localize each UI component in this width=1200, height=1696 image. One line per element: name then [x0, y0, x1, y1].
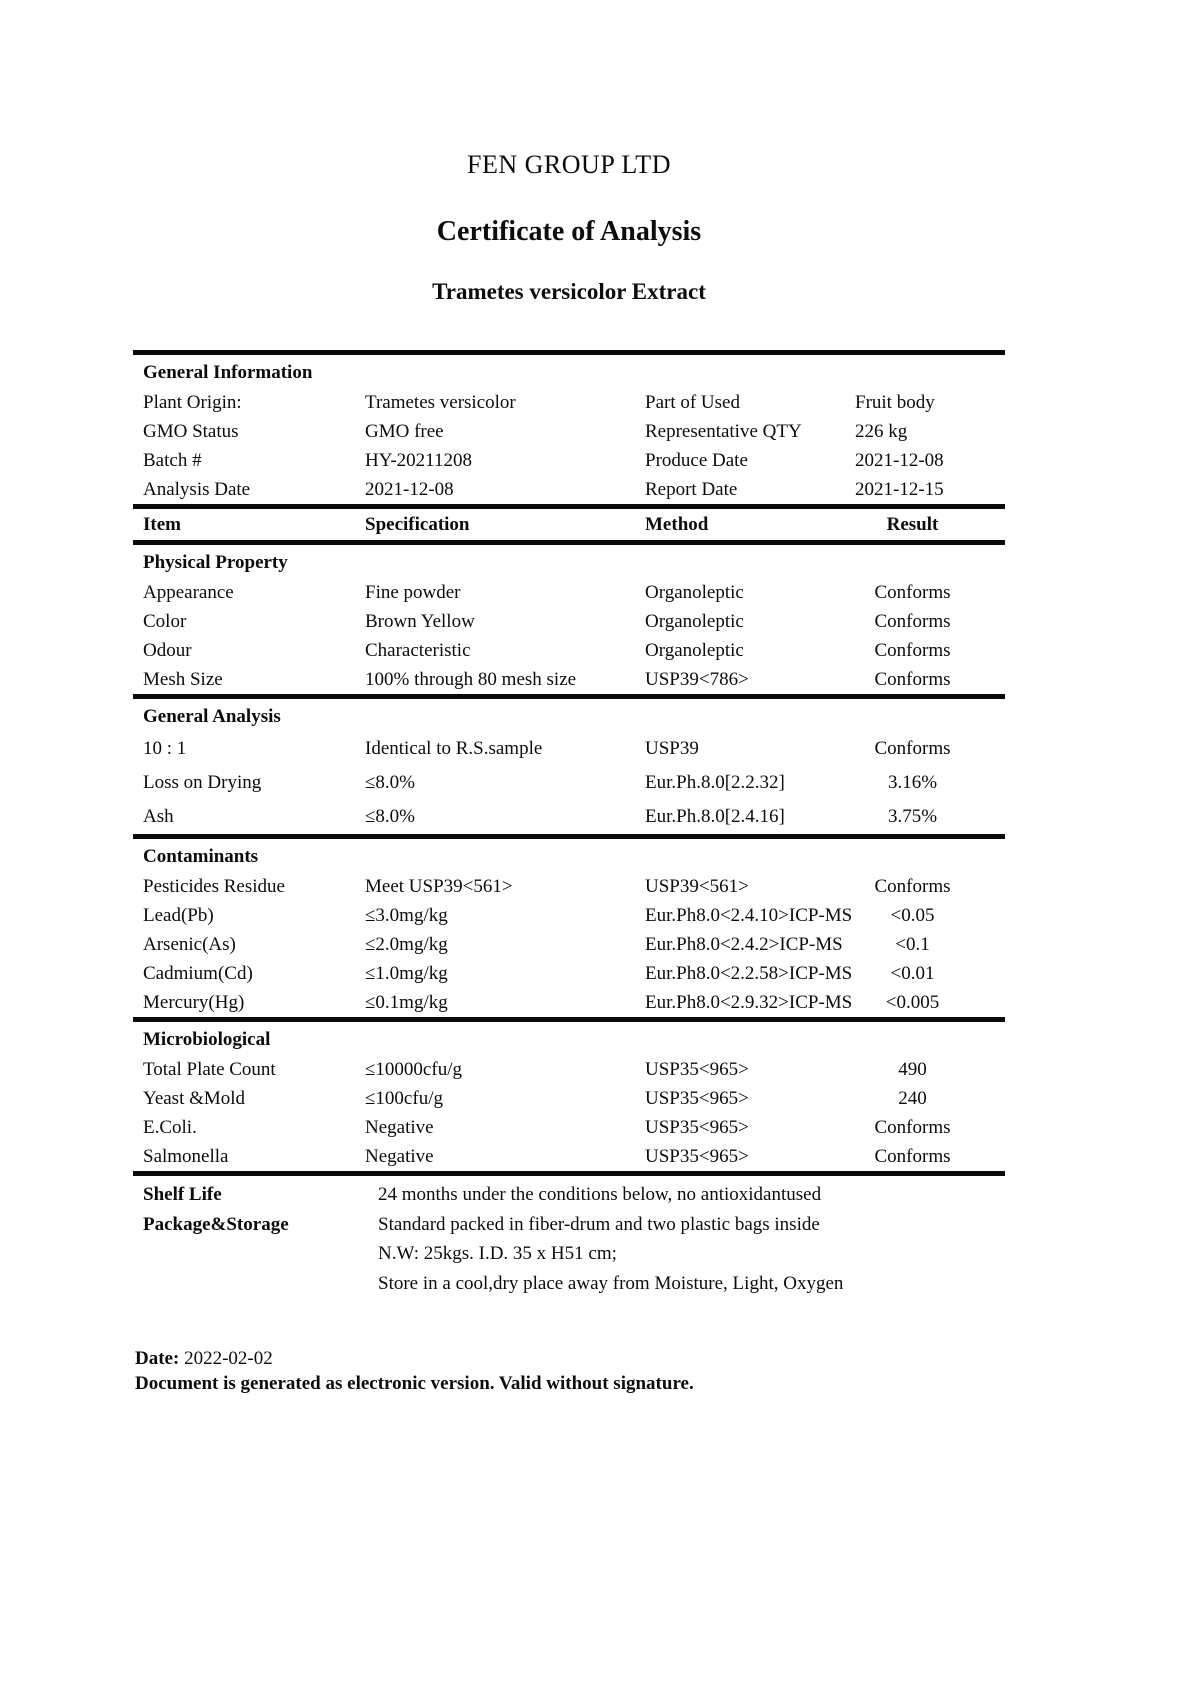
- item-cell: 10 : 1: [143, 738, 187, 759]
- result-cell: Conforms: [874, 876, 951, 897]
- result-cell: <0.1: [895, 934, 930, 955]
- info-value: 2021-12-08: [365, 479, 454, 500]
- item-cell: Yeast &Mold: [143, 1088, 246, 1109]
- item-cell: Salmonella: [143, 1146, 229, 1167]
- spec-cell: ≤100cfu/g: [365, 1088, 443, 1109]
- method-cell: USP39<561>: [645, 876, 749, 897]
- column-header-specification: Specification: [365, 514, 470, 535]
- method-cell: USP35<965>: [645, 1088, 749, 1109]
- item-cell: Lead(Pb): [143, 905, 214, 926]
- spec-cell: ≤8.0%: [365, 806, 416, 827]
- shelf-life-label: Shelf Life: [143, 1184, 222, 1205]
- spec-cell: ≤8.0%: [365, 772, 416, 793]
- general-analysis-grid: [133, 732, 1005, 834]
- method-cell: Eur.Ph8.0<2.4.10>ICP-MS: [645, 905, 853, 926]
- info-value: 2021-12-08: [855, 450, 944, 471]
- package-storage-value: Standard packed in fiber-drum and two plastic bags inside: [378, 1213, 820, 1235]
- spec-cell: ≤2.0mg/kg: [365, 934, 448, 955]
- item-cell: Cadmium(Cd): [143, 963, 253, 984]
- item-cell: Loss on Drying: [143, 772, 262, 793]
- info-value: 226 kg: [855, 421, 908, 442]
- result-cell: Conforms: [874, 669, 951, 690]
- item-cell: Ash: [143, 806, 174, 827]
- info-label: Analysis Date: [143, 479, 251, 500]
- general-information-grid: [133, 388, 1005, 504]
- spec-cell: ≤10000cfu/g: [365, 1059, 462, 1080]
- item-cell: Total Plate Count: [143, 1059, 276, 1080]
- info-value: Trametes versicolor: [365, 392, 516, 413]
- section-title-microbiological: Microbiological: [143, 1029, 271, 1050]
- result-cell: 240: [898, 1088, 927, 1109]
- package-storage-label: Package&Storage: [143, 1213, 289, 1235]
- column-header-method: Method: [645, 514, 709, 535]
- company-name: FEN GROUP LTD: [467, 150, 671, 179]
- item-cell: Mercury(Hg): [143, 992, 245, 1013]
- spec-cell: ≤1.0mg/kg: [365, 963, 448, 984]
- package-storage-value: N.W: 25kgs. I.D. 35 x H51 cm;: [378, 1243, 617, 1264]
- validity-note: Document is generated as electronic version. Valid without signature.: [135, 1373, 694, 1394]
- method-cell: Eur.Ph.8.0[2.2.32]: [645, 772, 785, 793]
- storage-block: [133, 1176, 1005, 1304]
- result-cell: Conforms: [874, 1117, 951, 1138]
- item-cell: Color: [143, 611, 187, 632]
- result-cell: Conforms: [874, 582, 951, 603]
- footer-block: [135, 1346, 1200, 1396]
- method-cell: Organoleptic: [645, 582, 744, 603]
- info-label: Batch #: [143, 450, 202, 471]
- item-cell: Appearance: [143, 582, 234, 603]
- item-cell: E.Coli.: [143, 1117, 197, 1138]
- result-cell: 3.75%: [887, 806, 938, 827]
- date-line: [135, 1346, 1200, 1371]
- result-cell: 3.16%: [887, 772, 938, 793]
- column-header-item: Item: [143, 514, 181, 535]
- date-value: 2022-02-02: [184, 1348, 273, 1369]
- item-cell: Arsenic(As): [143, 934, 236, 955]
- info-value: GMO free: [365, 421, 444, 442]
- method-cell: Eur.Ph8.0<2.2.58>ICP-MS: [645, 963, 853, 984]
- item-cell: Pesticides Residue: [143, 876, 285, 897]
- result-cell: Conforms: [874, 640, 951, 661]
- date-label: Date:: [135, 1348, 180, 1369]
- info-label: Representative QTY: [645, 421, 802, 442]
- info-label: Report Date: [645, 479, 738, 500]
- result-cell: 490: [898, 1059, 927, 1080]
- info-value: Fruit body: [855, 392, 935, 413]
- method-cell: Organoleptic: [645, 640, 744, 661]
- shelf-life-value: 24 months under the conditions below, no antioxidantused: [378, 1184, 822, 1205]
- info-label: Part of Used: [645, 392, 740, 413]
- column-header-result: Result: [886, 514, 939, 535]
- method-cell: Eur.Ph8.0<2.4.2>ICP-MS: [645, 934, 843, 955]
- method-cell: USP35<965>: [645, 1059, 749, 1080]
- info-value: 2021-12-15: [855, 479, 944, 500]
- section-title-contaminants: Contaminants: [143, 846, 259, 867]
- spec-cell: ≤3.0mg/kg: [365, 905, 448, 926]
- result-cell: <0.01: [890, 963, 935, 984]
- info-label: Plant Origin:: [143, 392, 242, 413]
- table-header-row: [133, 509, 1005, 540]
- info-value: HY-20211208: [365, 450, 472, 471]
- section-title-physical-property: Physical Property: [143, 552, 288, 573]
- microbiological-grid: [133, 1055, 1005, 1171]
- method-cell: Organoleptic: [645, 611, 744, 632]
- result-cell: Conforms: [874, 1146, 951, 1167]
- spec-cell: ≤0.1mg/kg: [365, 992, 448, 1013]
- method-cell: USP35<965>: [645, 1146, 749, 1167]
- spec-cell: Meet USP39<561>: [365, 876, 513, 897]
- spec-cell: 100% through 80 mesh size: [365, 669, 577, 690]
- analysis-table: [133, 350, 1005, 1304]
- method-cell: USP39<786>: [645, 669, 749, 690]
- spec-cell: Identical to R.S.sample: [365, 738, 543, 759]
- document-title: Certificate of Analysis: [436, 216, 702, 247]
- spec-cell: Fine powder: [365, 582, 461, 603]
- contaminants-grid: [133, 872, 1005, 1017]
- item-cell: Odour: [143, 640, 192, 661]
- result-cell: Conforms: [874, 611, 951, 632]
- result-cell: Conforms: [874, 738, 951, 759]
- physical-property-grid: [133, 578, 1005, 694]
- spec-cell: Negative: [365, 1146, 434, 1167]
- method-cell: USP39: [645, 738, 699, 759]
- method-cell: USP35<965>: [645, 1117, 749, 1138]
- spec-cell: Characteristic: [365, 640, 471, 661]
- spec-cell: Brown Yellow: [365, 611, 475, 632]
- package-storage-value: Store in a cool,dry place away from Moisture, Light, Oxygen: [378, 1272, 844, 1294]
- spec-cell: Negative: [365, 1117, 434, 1138]
- title-block: [133, 150, 1005, 305]
- section-title-general-analysis: General Analysis: [143, 706, 281, 727]
- result-cell: <0.05: [890, 905, 935, 926]
- info-label: GMO Status: [143, 421, 239, 442]
- result-cell: <0.005: [885, 992, 940, 1013]
- item-cell: Mesh Size: [143, 669, 223, 690]
- method-cell: Eur.Ph8.0<2.9.32>ICP-MS: [645, 992, 853, 1013]
- section-title-general-information: General Information: [143, 362, 313, 383]
- info-label: Produce Date: [645, 450, 748, 471]
- product-name: Trametes versicolor Extract: [432, 279, 706, 304]
- method-cell: Eur.Ph.8.0[2.4.16]: [645, 806, 785, 827]
